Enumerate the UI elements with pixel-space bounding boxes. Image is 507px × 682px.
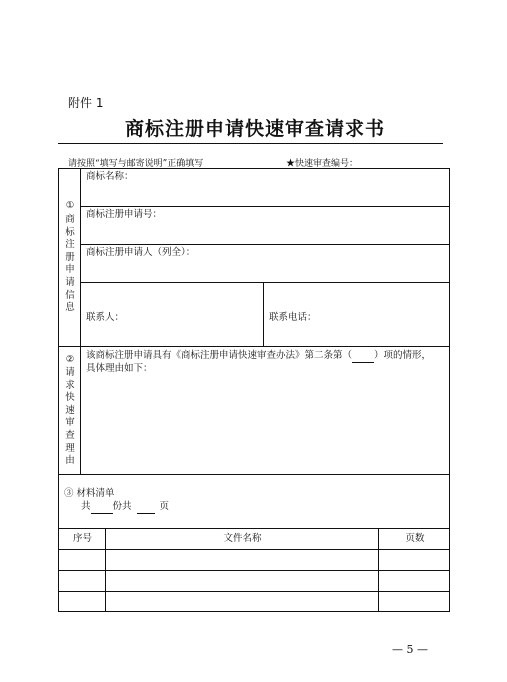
s1label-char: 信 (65, 289, 75, 301)
table-header-index: 序号 (58, 528, 105, 549)
materials-list-section (58, 474, 450, 528)
contact-person-field[interactable] (80, 282, 263, 346)
section1-number: ① (65, 200, 75, 211)
s2label-char: 审 (65, 417, 75, 429)
table-row-2-index[interactable] (58, 570, 105, 591)
s2label-char: 请 (65, 367, 75, 378)
application-number-label: 商标注册申请号： (86, 209, 163, 220)
table-row-2-filename[interactable] (105, 570, 378, 591)
s1label-char: 册 (65, 251, 75, 263)
s2label-char: 查 (65, 429, 75, 441)
reason-statement-part1: 该商标注册申请具有《商标注册申请快速审查办法》第二条第（ (86, 350, 353, 361)
application-number-field[interactable] (80, 206, 450, 244)
materials-list-heading: ③ 材料清单 (64, 488, 115, 499)
page-number: — 5 — (392, 643, 428, 656)
s1label-char: 请 (65, 276, 75, 288)
table-row-2-pages[interactable] (378, 570, 450, 591)
s2label-char: 由 (65, 455, 75, 467)
table-row-1-index[interactable] (58, 549, 105, 570)
s1label-char: 商 (65, 214, 75, 225)
count-prefix: 共 (81, 501, 91, 512)
s2label-char: 速 (65, 404, 75, 416)
s2label-char: 理 (65, 442, 75, 454)
s1label-char: 标 (65, 226, 75, 238)
reason-statement (86, 349, 431, 363)
materials-count (81, 500, 169, 514)
document-title: 商标注册申请快速审查请求书 (124, 118, 385, 140)
clause-number-blank[interactable] (352, 349, 374, 363)
table-header-filename: 文件名称 (105, 528, 378, 549)
table-row-3-filename[interactable] (105, 591, 378, 612)
count-suffix: 页 (159, 501, 170, 512)
contact-person-label: 联系人： (86, 312, 125, 323)
table-row-3-index[interactable] (58, 591, 105, 612)
request-form (58, 168, 450, 612)
mark-name-field[interactable] (80, 168, 450, 206)
count-middle: 份共 (112, 501, 132, 512)
applicant-label: 商标注册申请人（列全）： (86, 247, 196, 258)
contact-phone-label: 联系电话： (269, 312, 317, 323)
fill-instruction: 请按照“填写与邮寄说明”正确填写 (68, 159, 204, 169)
table-row-1-pages[interactable] (378, 549, 450, 570)
reason-detail-label: 具体理由如下： (86, 363, 153, 374)
section2-label (60, 367, 80, 468)
title-rule (58, 143, 443, 144)
section2-number: ② (65, 354, 75, 365)
attachment-label: 附件 1 (68, 96, 104, 110)
pages-blank[interactable] (137, 500, 155, 514)
fast-review-number-label: ★快速审查编号： (286, 159, 359, 169)
table-header-pages: 页数 (378, 528, 450, 549)
s1label-char: 息 (65, 302, 75, 314)
applicant-field[interactable] (80, 244, 450, 282)
s2label-char: 快 (65, 392, 75, 404)
s1label-char: 申 (65, 264, 75, 276)
contact-phone-field[interactable] (263, 282, 450, 346)
reason-statement-part2: ）项的情形， (374, 350, 432, 361)
fast-review-reason-field[interactable] (80, 346, 450, 474)
table-row-3-pages[interactable] (378, 591, 450, 612)
section1-label (60, 214, 80, 315)
s1label-char: 注 (65, 239, 75, 251)
copies-blank[interactable] (91, 500, 113, 514)
table-row-1-filename[interactable] (105, 549, 378, 570)
mark-name-label: 商标名称： (86, 171, 134, 182)
s2label-char: 求 (65, 379, 75, 391)
